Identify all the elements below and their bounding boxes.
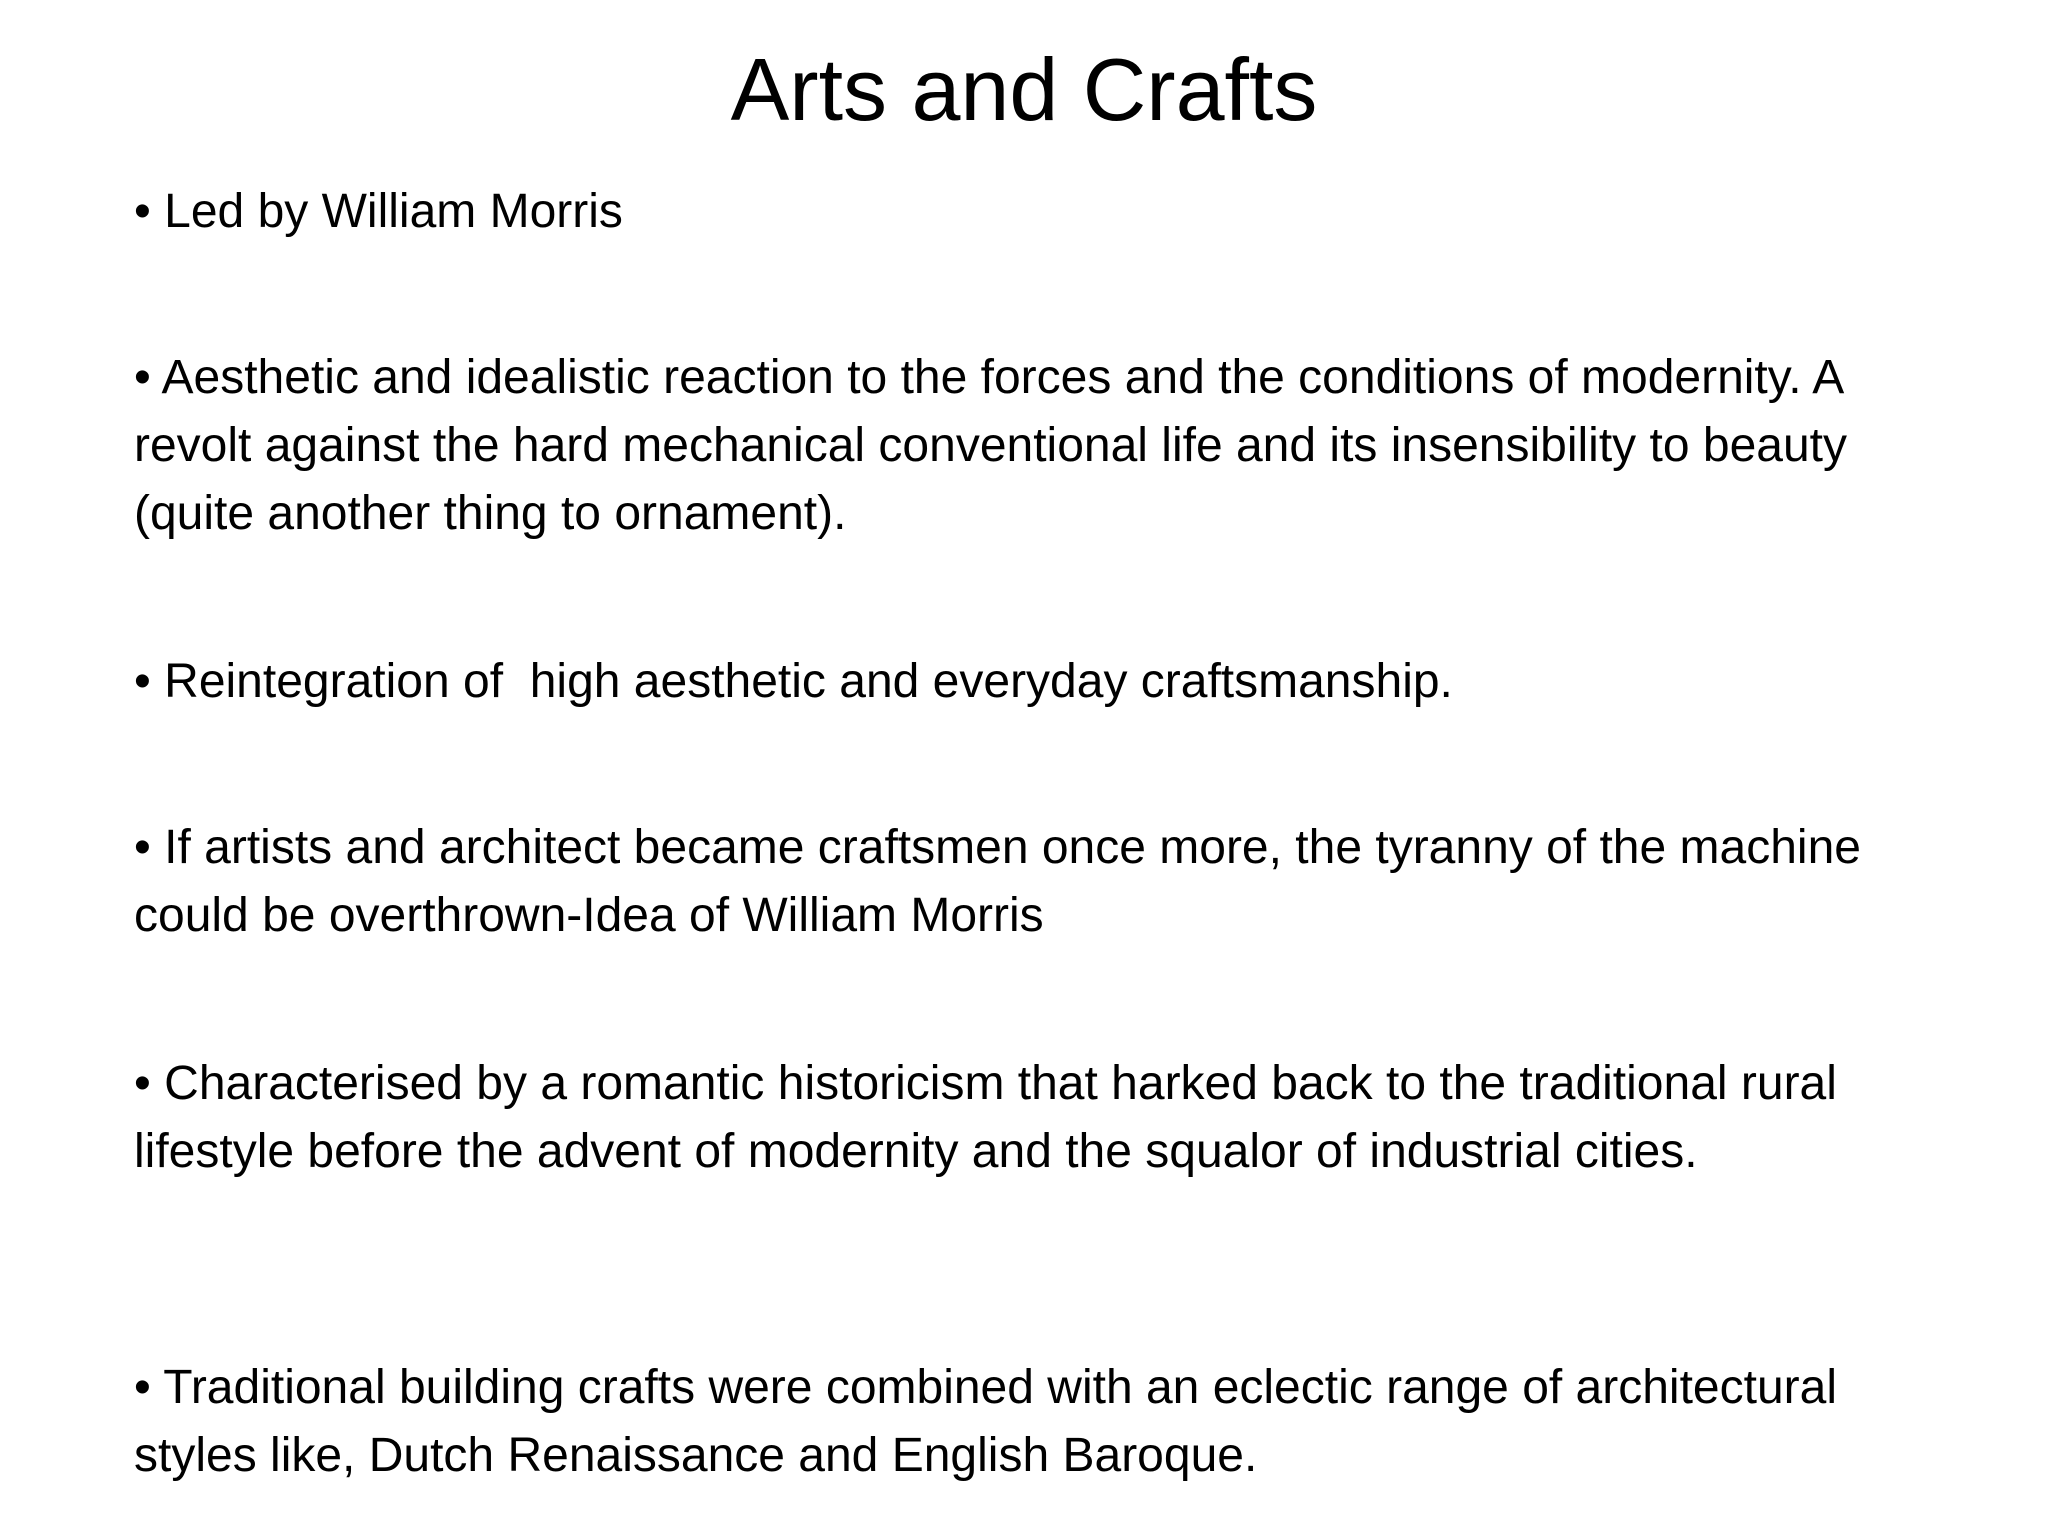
bullet-dot-icon: • bbox=[134, 821, 151, 874]
bullet-text: Aesthetic and idealistic reaction to the forces and the conditions of modernity. A revolt against the hard mechanical conventional life and its insensibility to beauty (quite another thing to ornament). bbox=[134, 351, 1847, 540]
bullet-item bbox=[134, 178, 1934, 246]
bullet-dot-icon: • bbox=[134, 655, 151, 708]
bullet-item bbox=[134, 814, 1934, 950]
bullet-text: Traditional building crafts were combined with an eclectic range of architectural styles like, Dutch Renaissance and English Baroque. bbox=[134, 1361, 1837, 1482]
bullet-item bbox=[134, 1354, 1934, 1490]
bullet-dot-icon: • bbox=[134, 185, 151, 238]
bullet-dot-icon: • bbox=[134, 1057, 151, 1110]
bullet-item bbox=[134, 344, 1934, 548]
bullet-text: Reintegration of high aesthetic and everyday craftsmanship. bbox=[164, 655, 1453, 708]
bullet-dot-icon: • bbox=[134, 1361, 151, 1414]
bullet-text: Led by William Morris bbox=[164, 185, 623, 238]
bullet-dot-icon: • bbox=[134, 351, 151, 404]
bullet-item bbox=[134, 648, 1934, 716]
bullet-text: Characterised by a romantic historicism that harked back to the traditional rural lifestyle before the advent of modernity and the squalor of industrial cities. bbox=[134, 1057, 1837, 1178]
bullet-item bbox=[134, 1050, 1934, 1186]
slide-title: Arts and Crafts bbox=[730, 40, 1318, 139]
bullet-text: If artists and architect became craftsmen once more, the tyranny of the machine could be overthrown-Idea of William Morris bbox=[134, 821, 1861, 942]
